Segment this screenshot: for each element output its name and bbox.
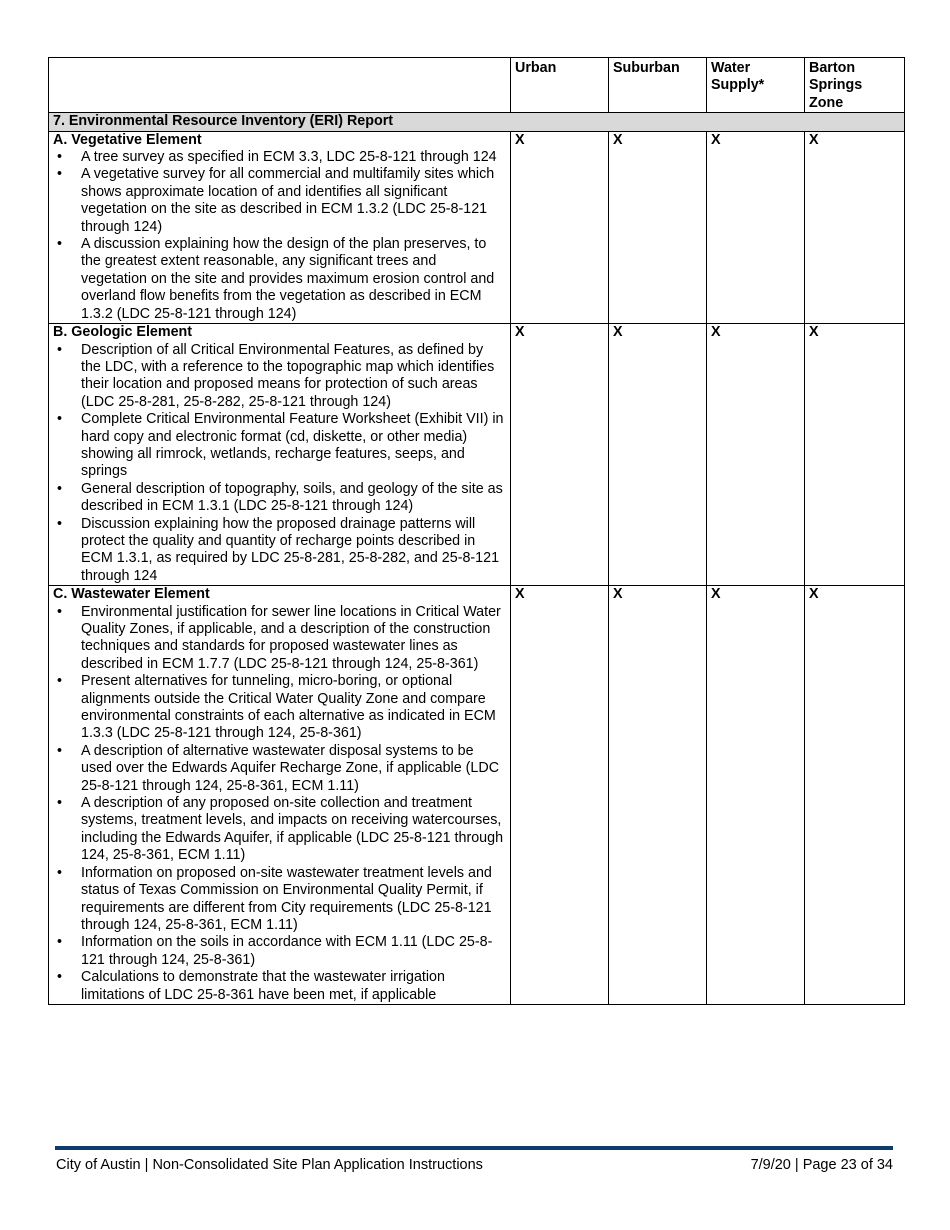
header-barton-springs: Barton Springs Zone <box>805 58 905 113</box>
group-title: C. Wastewater Element <box>53 586 210 603</box>
list-item: • Calculations to demonstrate that the wastewater irrigation limitations of LDC 25-8-361 have been met, if applicable <box>81 969 506 1004</box>
list-item: • Information on the soils in accordance with ECM 1.11 (LDC 25-8-121 through 124, 25-8-361) <box>81 934 506 969</box>
footer-page-info: 7/9/20 | Page 23 of 34 <box>750 1157 893 1173</box>
list-item: • Environmental justification for sewer line locations in Critical Water Quality Zones, if applicable, and a description of the construction techniques and standards for proposed wastewater lines as described in ECM 1.7.7 (LDC 25-8-121 through 124, 25-8-361) <box>81 604 506 674</box>
bullet-list <box>53 342 506 586</box>
group-row-vegetative <box>49 131 905 323</box>
list-item: • A description of alternative wastewater disposal systems to be used over the Edwards Aquifer Recharge Zone, if applicable (LDC 25-8-121 through 124, 25-8-361, ECM 1.11) <box>81 743 506 795</box>
list-item: • A vegetative survey for all commercial and multifamily sites which shows approximate location of and identifies all significant vegetation on the site as described in ECM 1.3.2 (LDC 25-8-121 through 124) <box>81 166 506 236</box>
requirements-table <box>48 57 905 1005</box>
footer-title: City of Austin | Non-Consolidated Site Plan Application Instructions <box>56 1157 483 1173</box>
mark-urban: X <box>511 324 609 586</box>
section-row <box>49 113 905 131</box>
mark-water-supply: X <box>707 324 805 586</box>
group-title: A. Vegetative Element <box>53 131 202 148</box>
group-row-geologic <box>49 324 905 586</box>
footer-rule <box>55 1146 893 1150</box>
mark-barton-springs: X <box>805 324 905 586</box>
group-content <box>49 131 511 323</box>
list-item: • A description of any proposed on-site collection and treatment systems, treatment levels, and impacts on receiving watercourses, including the Edwards Aquifer, if applicable (LDC 25-8-121 through 124, 25-8-361, ECM 1.11) <box>81 795 506 865</box>
list-item: • Discussion explaining how the proposed drainage patterns will protect the quality and quantity of recharge points described in ECM 1.3.1, as required by LDC 25-8-281, 25-8-282, and 25-8-121 through 124 <box>81 516 506 586</box>
bullet-list <box>53 149 506 323</box>
header-blank <box>49 58 511 113</box>
header-row <box>49 58 905 113</box>
list-item: • Present alternatives for tunneling, micro-boring, or optional alignments outside the Critical Water Quality Zone and compare environmental constraints of each alternative as indicated in ECM 1.3.3 (LDC 25-8-121 through 124, 25-8-361) <box>81 673 506 743</box>
group-title: B. Geologic Element <box>53 324 193 341</box>
list-item: • Complete Critical Environmental Feature Worksheet (Exhibit VII) in hard copy and electronic format (cd, diskette, or other media) showing all rimrock, wetlands, recharge features, seeps, and springs <box>81 411 506 481</box>
mark-suburban: X <box>609 131 707 323</box>
header-water-supply: Water Supply* <box>707 58 805 113</box>
list-item: • A discussion explaining how the design of the plan preserves, to the greatest extent reasonable, any significant trees and vegetation on the site and provides maximum erosion control and overland flow benefits from the vegetation as described in ECM 1.3.2 (LDC 25-8-121 through 124) <box>81 236 506 323</box>
group-row-wastewater <box>49 586 905 1005</box>
group-content <box>49 586 511 1005</box>
list-item: • A tree survey as specified in ECM 3.3, LDC 25-8-121 through 124 <box>81 149 506 166</box>
mark-barton-springs: X <box>805 131 905 323</box>
header-urban: Urban <box>511 58 609 113</box>
group-content <box>49 324 511 586</box>
list-item: • Information on proposed on-site wastewater treatment levels and status of Texas Commission on Environmental Quality Permit, if requirements are different from City requirements (LDC 25-8-121 through 124, 25-8-361, ECM 1.11) <box>81 865 506 935</box>
list-item: • Description of all Critical Environmental Features, as defined by the LDC, with a reference to the topographic map which identifies their location and proposed means for protection of such areas (LDC 25-8-281, 25-8-282, 25-8-121 through 124) <box>81 342 506 412</box>
header-suburban: Suburban <box>609 58 707 113</box>
mark-urban: X <box>511 131 609 323</box>
mark-water-supply: X <box>707 586 805 1005</box>
mark-urban: X <box>511 586 609 1005</box>
mark-suburban: X <box>609 586 707 1005</box>
mark-water-supply: X <box>707 131 805 323</box>
mark-suburban: X <box>609 324 707 586</box>
bullet-list <box>53 604 506 1004</box>
mark-barton-springs: X <box>805 586 905 1005</box>
list-item: • General description of topography, soils, and geology of the site as described in ECM 1.3.1 (LDC 25-8-121 through 124) <box>81 481 506 516</box>
section-title: 7. Environmental Resource Inventory (ERI) Report <box>49 113 905 131</box>
